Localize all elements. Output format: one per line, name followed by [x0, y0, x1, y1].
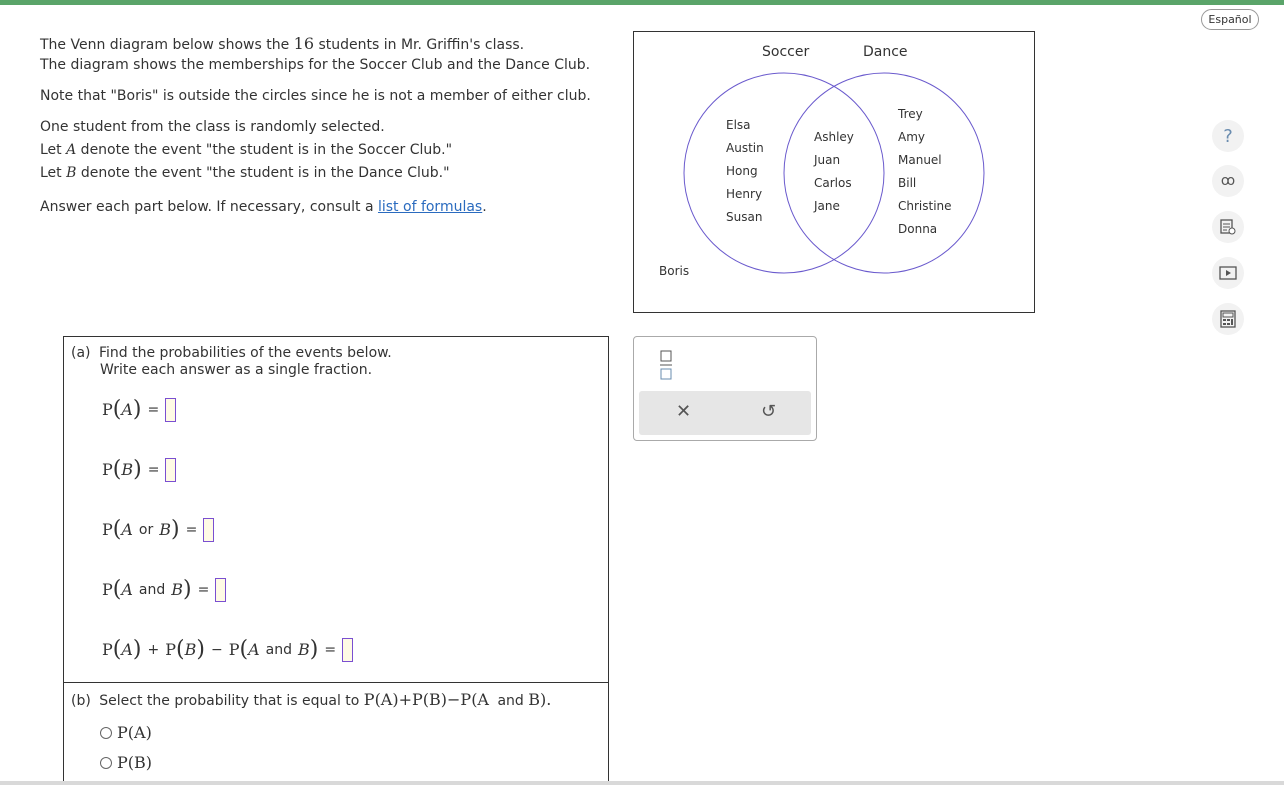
radio-pb[interactable]	[100, 757, 112, 769]
prob-row-a-or-b: P ( A or B ) =	[102, 517, 214, 542]
dance-only-name: Donna	[898, 222, 938, 236]
prob-row-b: P ( B ) =	[102, 457, 176, 482]
calculator-icon[interactable]	[1212, 303, 1244, 335]
dance-only-name: Manuel	[898, 153, 942, 167]
answer-input-pb[interactable]	[165, 458, 176, 482]
answer-input-sum[interactable]	[342, 638, 353, 662]
answer-panel	[63, 336, 609, 785]
dance-label: Dance	[863, 44, 908, 60]
intro-line-2: The diagram shows the memberships for the Soccer Club and the Dance Club.	[40, 57, 591, 73]
video-icon[interactable]	[1212, 257, 1244, 289]
prob-row-sum: P ( A ) + P ( B ) − P ( A and B ) =	[102, 637, 353, 662]
glasses-icon[interactable]: ꝏ	[1212, 165, 1244, 197]
outside-name: Boris	[659, 264, 690, 278]
soccer-label: Soccer	[762, 44, 810, 60]
both-clubs-name: Carlos	[814, 176, 852, 190]
radio-pa[interactable]	[100, 727, 112, 739]
prob-row-a-and-b: P ( A and B ) =	[102, 577, 226, 602]
math-toolbox	[633, 336, 817, 441]
answer-input-pa-or-b[interactable]	[203, 518, 214, 542]
answer-input-pa[interactable]	[165, 398, 176, 422]
venn-diagram	[633, 31, 1035, 313]
top-progress-bar	[0, 0, 1284, 5]
intro-line-3: Note that "Boris" is outside the circles since he is not a member of either club.	[40, 88, 591, 104]
help-icon[interactable]: ?	[1212, 120, 1244, 152]
soccer-only-name: Elsa	[726, 118, 751, 132]
formulas-link[interactable]: list of formulas	[377, 199, 483, 215]
clear-icon[interactable]: ✕	[676, 401, 692, 422]
calculator-glyph	[1220, 310, 1236, 328]
bottom-bar	[0, 781, 1284, 785]
soccer-only-name: Hong	[726, 164, 758, 178]
intro-line-6: Let B denote the event "the student is in the Dance Club."	[40, 165, 450, 181]
intro-line-4: One student from the class is randomly selected.	[40, 119, 385, 135]
part-divider	[64, 682, 608, 683]
problem-intro	[40, 34, 620, 217]
dance-only-name: Christine	[898, 199, 952, 213]
both-clubs-name: Jane	[814, 199, 840, 213]
option-pa[interactable]: P(A)	[100, 723, 152, 742]
toolbox-actions	[639, 391, 811, 435]
dance-only-name: Bill	[898, 176, 917, 190]
intro-line-1: The Venn diagram below shows the 16 students in Mr. Griffin's class.	[40, 34, 525, 53]
answer-input-pa-and-b[interactable]	[215, 578, 226, 602]
soccer-only-name: Susan	[726, 210, 763, 224]
video-glyph	[1219, 265, 1237, 281]
part-b-header: (b) Select the probability that is equal to P(A)+P(B)−P(A and B).	[71, 690, 552, 709]
dance-only-name: Amy	[898, 130, 925, 144]
fraction-icon[interactable]	[660, 350, 672, 380]
both-clubs-name: Ashley	[814, 130, 854, 144]
undo-icon[interactable]: ↺	[761, 401, 777, 422]
intro-line-5: Let A denote the event "the student is in the Soccer Club."	[40, 142, 453, 158]
soccer-only-name: Austin	[726, 141, 764, 155]
prob-row-a: P ( A ) =	[102, 397, 176, 422]
part-a-header: (a) Find the probabilities of the events below. Write each answer as a single fraction.	[71, 345, 392, 378]
venn-circles	[634, 32, 1034, 312]
intro-line-7: Answer each part below. If necessary, consult a list of formulas.	[40, 199, 487, 215]
soccer-only-name: Henry	[726, 187, 763, 201]
textbook-glyph	[1219, 218, 1237, 236]
textbook-icon[interactable]	[1212, 211, 1244, 243]
dance-only-name: Trey	[898, 107, 923, 121]
language-toggle-button[interactable]: Español	[1201, 9, 1259, 30]
option-pb[interactable]: P(B)	[100, 753, 152, 772]
both-clubs-name: Juan	[814, 153, 841, 167]
